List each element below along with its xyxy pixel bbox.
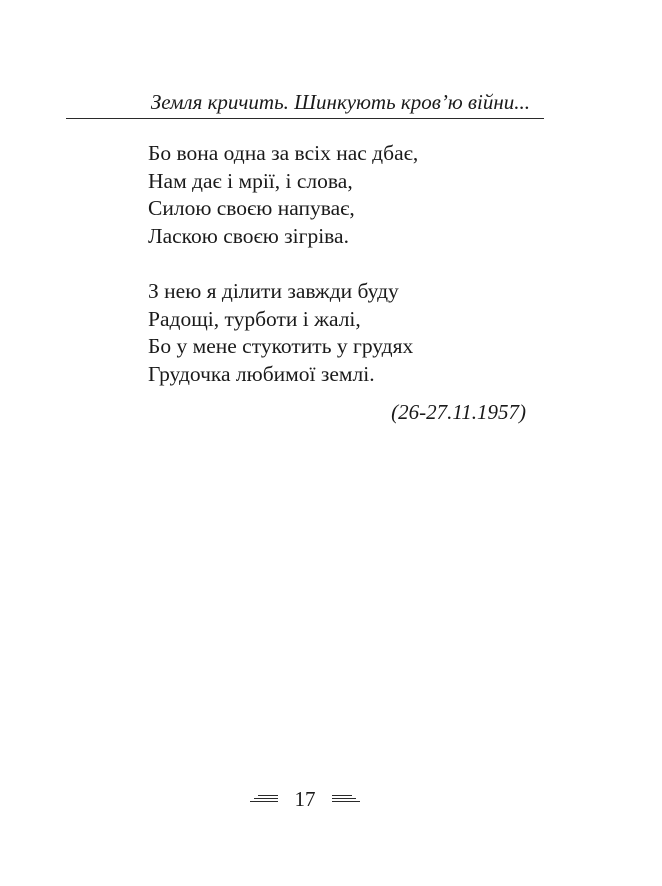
header-divider <box>66 118 544 119</box>
poem-date: (26-27.11.1957) <box>391 400 526 424</box>
poem-line: Бо вона одна за всіх нас дбає, <box>148 141 419 165</box>
page-footer <box>0 785 662 813</box>
poem-line: Радощі, турботи і жалі, <box>148 306 361 331</box>
poem-line: З нею я ділити завжди буду <box>148 279 399 303</box>
poem-stanza-2 <box>148 278 413 388</box>
poem-line: Бо у мене стукотить у грудях <box>148 334 414 359</box>
poem-line: Грудочка любимої землі. <box>148 361 375 386</box>
poem-stanza-1 <box>148 140 418 250</box>
poem-line: Силою своєю напуває, <box>148 196 355 221</box>
running-header-title: Земля кричить. Шинкують кров’ю війни... <box>150 90 530 114</box>
poem-line: Ласкою своєю зігріва. <box>148 223 349 248</box>
folio-ornament-left <box>250 793 278 805</box>
page-number: 17 <box>294 787 316 811</box>
poem-line: Нам дає і мрії, і слова, <box>148 168 353 193</box>
folio-ornament-right <box>332 793 360 805</box>
